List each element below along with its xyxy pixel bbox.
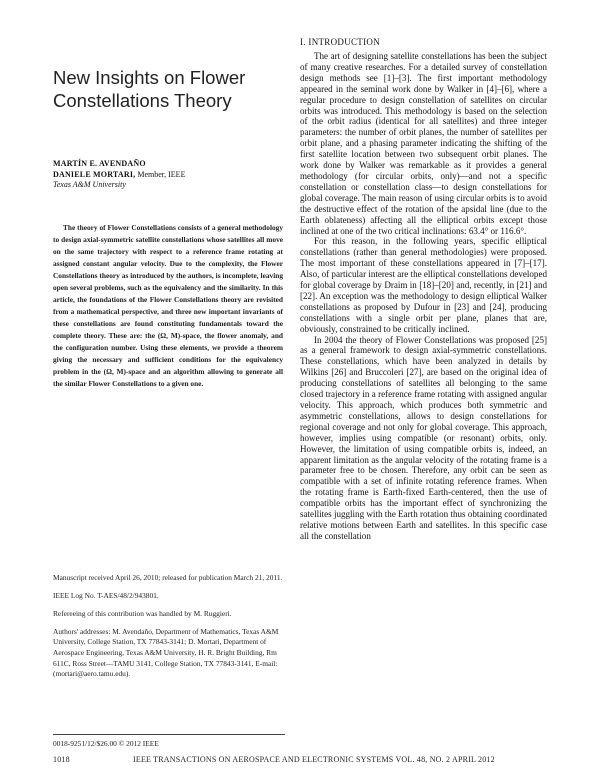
author-name: MARTÍN E. AVENDAÑO bbox=[53, 159, 146, 168]
manuscript-note: Manuscript received April 26, 2010; released for publication March 21, 2011. bbox=[53, 573, 283, 582]
author-role: Member, IEEE bbox=[137, 169, 186, 179]
paragraph: The art of designing satellite constellations has been the subject of many creative researches. For a detailed survey of constellation design methods see [1]–[3]. The first important methodology appeared in the seminal work done by Walker in [4]–[6], where a regular procedure to design constellation of satellites on circular orbits was introduced. This methodology is based on the selection of the orbit radius (identical for all satellites) and three integer parameters: the number of orbit planes, the number of satellites per orbit plane, and a phasing parameter indicating the shifting of the first satellite location between two subsequent orbit planes. The work done by Walker was remarkable as it provides a general methodology (for circular orbits, only)—and not a specific constellation or constellation class—to design constellations for global coverage. The main reason of using circular orbits is to avoid the destructive effect of the rotation of the apsidal line (due to the Earth oblateness) affecting all the elliptical orbits except those inclined at one of the two critical inclinations: 63.4° or 116.6°. bbox=[300, 51, 547, 236]
author-2 bbox=[53, 170, 283, 181]
affiliation: Texas A&M University bbox=[53, 180, 126, 189]
title-line-1: New Insights on Flower bbox=[53, 67, 246, 88]
log-number: IEEE Log No. T-AES/48/2/943801. bbox=[53, 590, 159, 600]
abstract: The theory of Flower Constellations consists of a general methodology to design axial-symmetric satellite constellations whose satellites all move on the same trajectory with respect to a reference frame rotating at assigned constant angular velocity. Due to the complexity, the Flower Constellations theory as introduced by the authors, is incomplete, leaving open several problems, such as the equivalency and the similarity. In this article, the foundations of the Flower Constellations theory are revisited from a mathematical perspective, and three new important invariants of these constellations are found constituting fundamentals toward the complete theory. These are: the (Ω, M)-space, the flower anomaly, and the configuration number. Using these elements, we provide a theorem giving the necessary and sufficient conditions for the equivalency problem in the (Ω, M)-space and an algorithm allowing to generate all the similar Flower Constellations to a given one. bbox=[53, 223, 283, 388]
journal-info: IEEE TRANSACTIONS ON AEROSPACE AND ELECTRONIC SYSTEMS VOL. 48, NO. 2 APRIL 2012 bbox=[133, 755, 495, 764]
footnote-divider bbox=[53, 734, 285, 735]
paper-title bbox=[53, 66, 278, 112]
author-addresses: Authors' addresses: M. Avendaño, Department of Mathematics, Texas A&M University, College Station, TX 77843-3141; D. Mortari, Department of Aerospace Engineering, Texas A&M University, H. R. Bright Building, Rm 611C, Ross Street—TAMU 3141, College Station, TX 77843-3141, E-mail: (mortari@aero.tamu.edu). bbox=[53, 626, 279, 679]
introduction-text bbox=[300, 51, 547, 542]
refereeing-note: Refereeing of this contribution was handled by M. Ruggieri. bbox=[53, 609, 232, 619]
page-number: 1018 bbox=[53, 755, 70, 764]
title-line-2: Constellations Theory bbox=[53, 90, 232, 111]
section-heading: I. INTRODUCTION bbox=[300, 37, 380, 47]
author-block bbox=[53, 159, 283, 191]
author-1 bbox=[53, 159, 283, 170]
author-name: DANIELE MORTARI, bbox=[53, 169, 136, 179]
copyright-line: 0018-9251/12/$26.00 © 2012 IEEE bbox=[53, 739, 159, 748]
paragraph: For this reason, in the following years, specific elliptical constellations (rather than general methodologies) were proposed. The most important of these constellations appeared in [7]–[17]. Also, of particular interest are the elliptical constellations developed for global coverage by Draim in [18]–[20] and, recently, in [21] and [22]. An exception was the methodology to design elliptical Walker constellations as proposed by Dufour in [23] and [24], producing constellations with a single orbit per plane, planes that are, obviously, constrained to be critically inclined. bbox=[300, 236, 547, 334]
footnotes bbox=[53, 573, 285, 687]
paragraph: In 2004 the theory of Flower Constellations was proposed [25] as a general framework to design axial-symmetric constellations. These constellations, which have been analyzed in details by Wilkins [26] and Bruccoleri [27], are based on the original idea of producing constellations of satellites all belonging to the same closed trajectory in a reference frame rotating with assigned angular velocity. This approach, which produces both symmetric and asymmetric constellations, allows to design constellations for regional coverage and not only for global coverage. This approach, however, implies using compatible (or resonant) orbits, only. However, the limitation of using compatible orbits is, indeed, an apparent limitation as the angular velocity of the rotating frame is a parameter free to be chosen. Therefore, any orbit can be seen as compatible with a set of infinite rotating reference frames. When the rotating frame is Earth-fixed Earth-centered, then the use of compatible orbits has the important effect of synchronizing the satellites juggling with the Earth rotation thus obtaining coordinated relative motions between Earth and satellites. In this specific case all the constellation bbox=[300, 334, 547, 541]
